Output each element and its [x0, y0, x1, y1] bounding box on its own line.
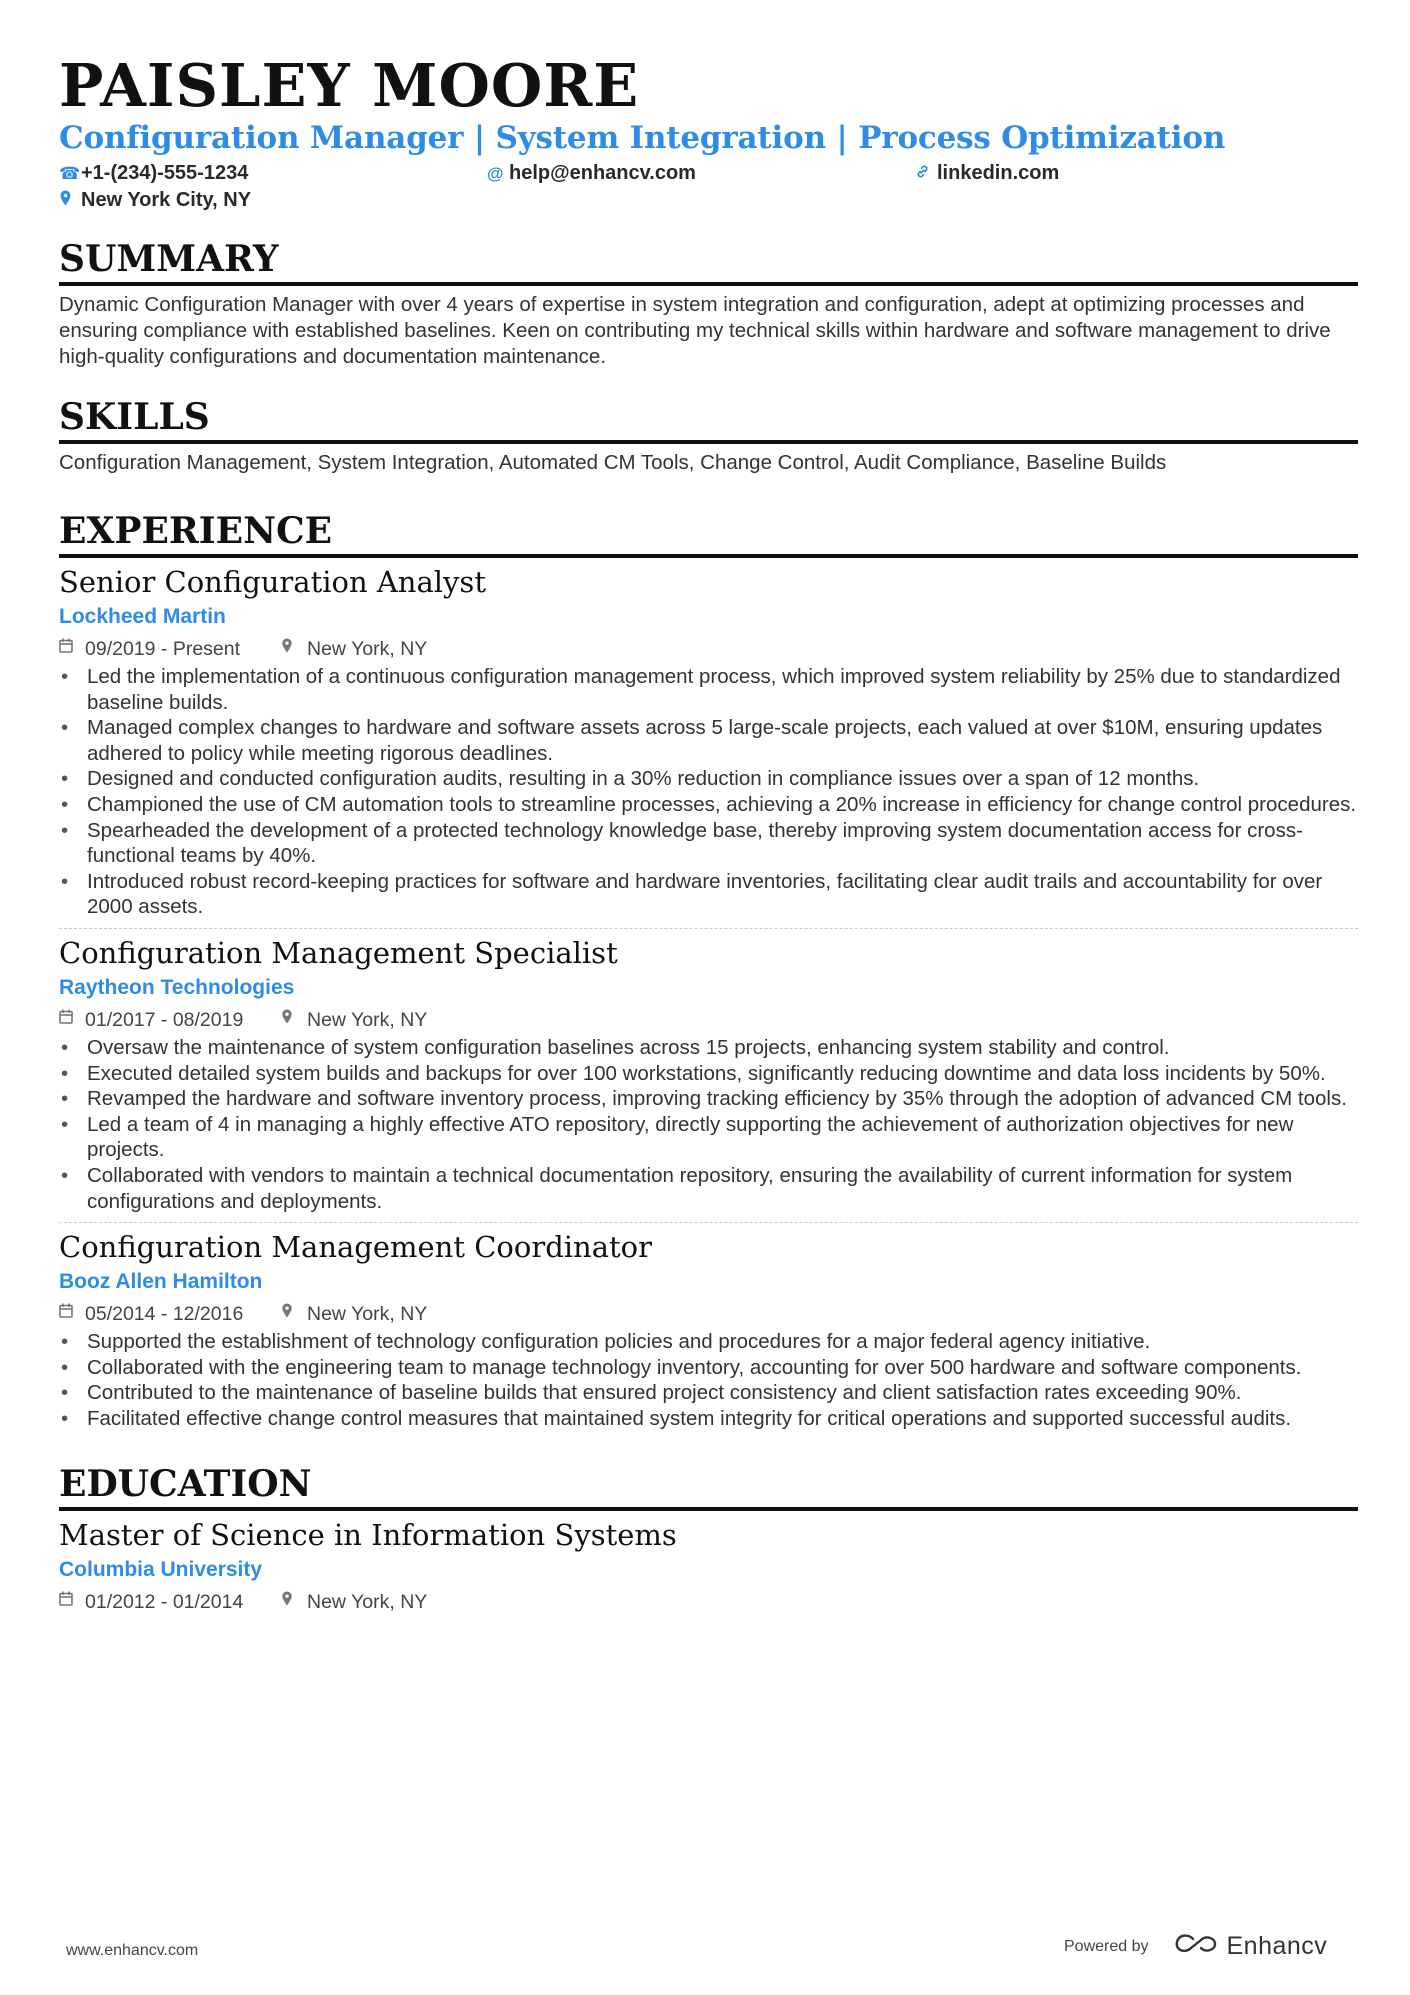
job-title: Senior Configuration Analyst	[59, 565, 486, 599]
calendar-icon	[59, 1588, 85, 1616]
bullet-item: • Collaborated with vendors to maintain a technical documentation repository, ensuring the availability of current information for system configurations and deployments.	[59, 1163, 1358, 1214]
job-company: Raytheon Technologies	[59, 975, 295, 999]
powered-by-text: Powered by	[1064, 1937, 1149, 1955]
experience-title: EXPERIENCE	[59, 510, 1358, 558]
job-title: Configuration Management Specialist	[59, 935, 618, 970]
bullet-item: • Collaborated with the engineering team to manage technology inventory, accounting for over 500 hardware and software components.	[59, 1355, 1358, 1381]
enhancv-brand: Enhancv	[1226, 1932, 1328, 1960]
email-text[interactable]: help@enhancv.com	[509, 162, 696, 184]
job-meta	[59, 635, 1358, 663]
bullet-item: • Led a team of 4 in managing a highly effective ATO repository, directly supporting the achievement of authorization objectives for new projects.	[59, 1112, 1358, 1163]
bullet-item: • Managed complex changes to hardware and software assets across 5 large-scale projects, each valued at over $10M, ensuring updates adhered to policy while meeting rigorous deadlines.	[59, 715, 1358, 766]
contact-phone	[59, 160, 487, 187]
location-pin-icon	[281, 1006, 307, 1034]
job-meta	[59, 1006, 1358, 1034]
contact-location	[59, 187, 251, 214]
job-location: New York, NY	[307, 1303, 428, 1326]
bullet-item: • Introduced robust record-keeping practices for software and hardware inventories, facilitating clear audit trails and accountability for over 2000 assets.	[59, 869, 1358, 920]
bullet-item: • Facilitated effective change control measures that maintained system integrity for critical operations and supported successful audits.	[59, 1406, 1358, 1432]
job-divider	[59, 928, 1358, 929]
job-entry	[59, 1229, 1358, 1431]
location-pin-icon	[59, 190, 81, 211]
job-dates: 09/2019 - Present	[85, 638, 241, 660]
calendar-icon	[59, 635, 85, 663]
enhancv-logo-icon	[1173, 1932, 1219, 1961]
footer-branding	[1064, 1932, 1327, 1961]
location-pin-icon	[281, 1300, 307, 1328]
job-location: New York, NY	[307, 638, 428, 660]
education-meta	[59, 1588, 1358, 1616]
linkedin-text[interactable]: linkedin.com	[937, 162, 1060, 184]
bullet-item: • Executed detailed system builds and backups for over 100 workstations, significantly reducing downtime and data loss incidents by 50%.	[59, 1061, 1358, 1087]
skills-title: SKILLS	[59, 396, 1358, 444]
phone-icon: ☎	[59, 163, 81, 183]
degree-title: Master of Science in Information Systems	[59, 1518, 677, 1553]
contact-row	[59, 160, 1358, 187]
job-dates: 05/2014 - 12/2016	[85, 1303, 244, 1326]
calendar-icon	[59, 1006, 85, 1034]
skills-text: Configuration Management, System Integration, Automated CM Tools, Change Control, Audit Compliance, Baseline Builds	[59, 451, 1167, 474]
summary-section	[59, 238, 1358, 370]
job-entry	[59, 564, 1358, 920]
job-title: Configuration Management Coordinator	[59, 1230, 652, 1265]
job-bullets	[59, 1329, 1358, 1431]
skills-section	[59, 396, 1358, 476]
contact-row-2	[59, 187, 1358, 214]
school-name: Columbia University	[59, 1558, 263, 1582]
summary-title: SUMMARY	[59, 238, 1358, 286]
summary-text: Dynamic Configuration Manager with over 4 years of expertise in system integration and configuration, adept at optimizing processes and ensuring compliance with established baselines. Keen on contributing my technical skills within hardware and software management to drive high-quality configurations and documentation maintenance.	[59, 293, 1331, 368]
bullet-item: • Designed and conducted configuration audits, resulting in a 30% reduction in compliance issues over a span of 12 months.	[59, 766, 1358, 792]
job-bullets	[59, 1035, 1358, 1214]
candidate-name: PAISLEY MOORE	[59, 51, 640, 120]
link-icon	[915, 164, 937, 184]
candidate-headline: Configuration Manager | System Integration | Process Optimization	[59, 120, 1226, 156]
contact-email[interactable]	[487, 160, 915, 187]
location-pin-icon	[281, 635, 307, 663]
bullet-item: • Supported the establishment of technology configuration policies and procedures for a major federal agency initiative.	[59, 1329, 1358, 1355]
job-location: New York, NY	[307, 1008, 428, 1031]
education-section	[59, 1463, 1358, 1616]
bullet-item: • Championed the use of CM automation tools to streamline processes, achieving a 20% increase in efficiency for change control procedures.	[59, 792, 1358, 818]
resume-page	[59, 52, 1358, 1616]
bullet-item: • Spearheaded the development of a protected technology knowledge base, thereby improving system documentation access for cross-functional teams by 40%.	[59, 818, 1358, 869]
education-entry	[59, 1517, 1358, 1616]
location-pin-icon	[281, 1588, 307, 1616]
bullet-item: • Contributed to the maintenance of baseline builds that ensured project consistency and client satisfaction rates exceeding 90%.	[59, 1380, 1358, 1406]
job-company: Lockheed Martin	[59, 605, 226, 628]
job-meta	[59, 1300, 1358, 1328]
bullet-item: • Oversaw the maintenance of system configuration baselines across 15 projects, enhancing system stability and control.	[59, 1035, 1358, 1061]
job-bullets	[59, 664, 1358, 920]
footer-website[interactable]: www.enhancv.com	[66, 1942, 199, 1959]
job-company: Booz Allen Hamilton	[59, 1270, 263, 1294]
location-text: New York City, NY	[81, 189, 252, 211]
education-title: EDUCATION	[59, 1463, 1358, 1511]
at-icon: @	[487, 163, 504, 183]
education-dates: 01/2012 - 01/2014	[85, 1591, 244, 1614]
education-location: New York, NY	[307, 1591, 428, 1614]
calendar-icon	[59, 1300, 85, 1328]
job-entry	[59, 935, 1358, 1214]
contact-linkedin[interactable]	[915, 160, 1059, 187]
experience-section	[59, 510, 1358, 1431]
bullet-item: • Revamped the hardware and software inventory process, improving tracking efficiency by 35% through the adoption of advanced CM tools.	[59, 1086, 1358, 1112]
bullet-item: • Led the implementation of a continuous configuration management process, which improved system reliability by 25% due to standardized baseline builds.	[59, 664, 1358, 715]
job-dates: 01/2017 - 08/2019	[85, 1008, 244, 1031]
phone-text: +1-(234)-555-1234	[81, 162, 249, 184]
job-divider	[59, 1222, 1358, 1223]
